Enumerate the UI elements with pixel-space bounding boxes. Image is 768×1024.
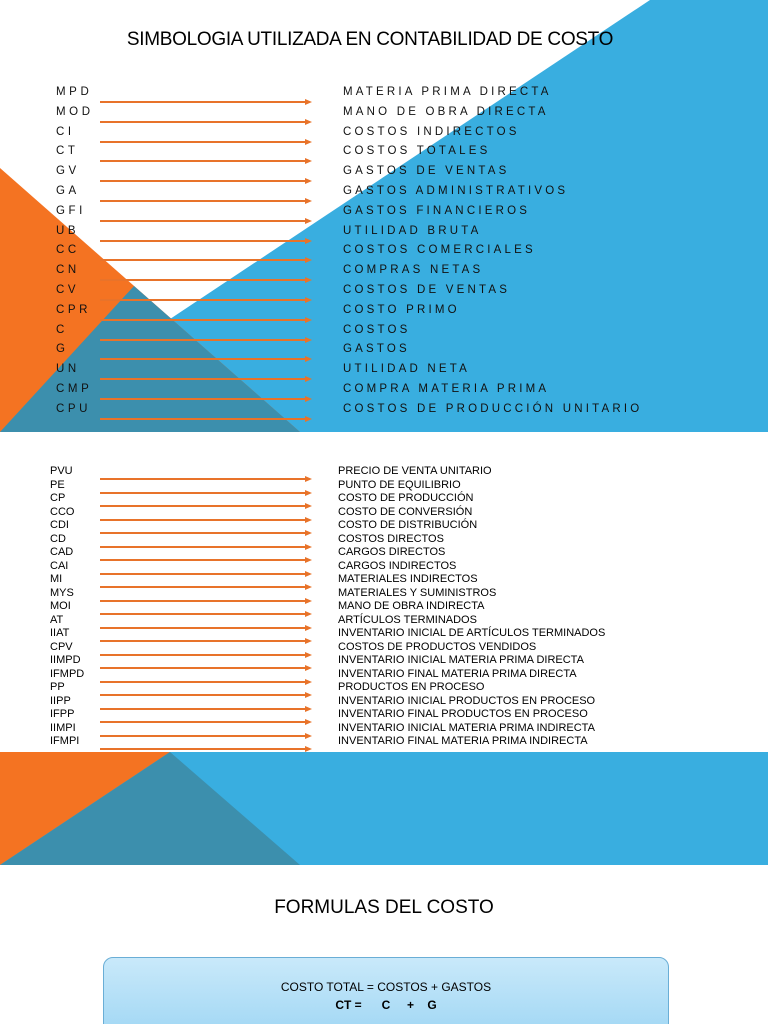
symbol-meaning: COMPRA MATERIA PRIMA — [343, 383, 550, 395]
arrow-right-icon — [100, 712, 312, 718]
symbol-row — [0, 695, 768, 709]
arrow-right-icon — [100, 523, 312, 529]
symbol-abbreviation: MYS — [50, 586, 74, 599]
symbol-abbreviation: IIPP — [50, 694, 71, 707]
symbol-row — [0, 614, 768, 628]
symbol-meaning: COSTOS TOTALES — [343, 145, 491, 158]
symbol-meaning: COSTO DE PRODUCCIÓN — [338, 492, 474, 504]
arrow-right-icon — [100, 550, 312, 556]
arrow-right-icon — [100, 289, 312, 293]
arrow-right-icon — [100, 249, 312, 253]
symbol-abbreviation: CAI — [50, 559, 69, 572]
arrow-right-icon — [100, 368, 312, 372]
symbol-row — [0, 142, 768, 160]
symbol-meaning: COSTOS DE VENTAS — [343, 284, 511, 296]
arrow-right-icon — [100, 618, 312, 624]
symbol-row — [0, 360, 768, 378]
arrow-right-icon — [100, 564, 312, 570]
slide-symbology-part-1 — [0, 0, 768, 432]
symbol-meaning: COSTOS DIRECTOS — [338, 532, 444, 545]
symbol-meaning: ARTÍCULOS TERMINADOS — [338, 613, 477, 626]
symbol-abbreviation: IFMPD — [50, 667, 85, 680]
symbol-meaning: MANO DE OBRA DIRECTA — [343, 105, 549, 118]
symbol-abbreviation: CPU — [56, 402, 92, 415]
symbol-row — [0, 587, 768, 601]
symbol-abbreviation: MOD — [56, 105, 94, 118]
symbol-abbreviation: CI — [56, 125, 75, 138]
symbol-meaning: GASTOS ADMINISTRATIVOS — [343, 185, 569, 197]
symbol-row — [0, 222, 768, 240]
symbol-abbreviation: CDI — [50, 519, 69, 531]
arrow-right-icon — [100, 408, 312, 412]
slide-formulas — [0, 865, 768, 1024]
symbol-row — [0, 533, 768, 547]
symbol-row — [0, 241, 768, 259]
symbol-abbreviation: IFPP — [50, 708, 75, 720]
symbol-abbreviation: CAD — [50, 546, 74, 558]
symbol-meaning: GASTOS DE VENTAS — [343, 165, 510, 178]
symbol-abbreviation: IIAT — [50, 627, 70, 639]
arrow-right-icon — [100, 591, 312, 597]
symbol-row — [0, 546, 768, 560]
arrow-right-icon — [100, 685, 312, 691]
symbol-row — [0, 261, 768, 279]
symbol-meaning: MATERIA PRIMA DIRECTA — [343, 86, 552, 98]
arrow-right-icon — [100, 658, 312, 664]
symbol-row — [0, 708, 768, 722]
symbol-meaning: PRECIO DE VENTA UNITARIO — [338, 465, 492, 477]
symbol-meaning: INVENTARIO FINAL MATERIA PRIMA INDIRECTA — [338, 735, 588, 747]
symbol-row — [0, 519, 768, 533]
arrow-right-icon — [100, 469, 312, 475]
arrow-right-icon — [100, 190, 312, 194]
symbol-row — [0, 465, 768, 479]
arrow-right-icon — [100, 483, 312, 489]
arrow-right-icon — [100, 496, 312, 502]
symbol-row — [0, 123, 768, 141]
arrow-right-icon — [100, 309, 312, 313]
symbol-meaning: CARGOS DIRECTOS — [338, 546, 446, 558]
arrow-right-icon — [100, 131, 312, 135]
symbol-meaning: COSTO PRIMO — [343, 303, 460, 316]
symbol-abbreviation: CN — [56, 264, 80, 277]
symbol-row — [0, 321, 768, 339]
symbol-abbreviation: PP — [50, 681, 65, 693]
symbol-meaning: COMPRAS NETAS — [343, 264, 484, 277]
symbol-meaning: COSTO DE DISTRIBUCIÓN — [338, 519, 478, 531]
arrow-right-icon — [100, 604, 312, 610]
symbol-abbreviation: GA — [56, 185, 80, 197]
symbol-meaning: INVENTARIO FINAL PRODUCTOS EN PROCESO — [338, 708, 588, 720]
symbol-meaning: COSTOS COMERCIALES — [343, 244, 536, 257]
symbol-row — [0, 340, 768, 358]
page-title: SIMBOLOGIA UTILIZADA EN CONTABILIDAD DE COSTO — [126, 29, 614, 50]
symbol-meaning: INVENTARIO INICIAL DE ARTÍCULOS TERMINADOS — [338, 627, 606, 639]
symbol-abbreviation: GFI — [56, 204, 86, 217]
symbol-abbreviation: GV — [56, 165, 80, 178]
symbol-row — [0, 202, 768, 220]
arrow-right-icon — [100, 726, 312, 732]
symbol-row — [0, 641, 768, 655]
symbol-meaning: MATERIALES INDIRECTOS — [338, 573, 478, 585]
arrow-right-icon — [100, 269, 312, 273]
formulas-title: FORMULAS DEL COSTO — [274, 897, 494, 918]
symbol-meaning: GASTOS FINANCIEROS — [343, 204, 531, 217]
symbol-row — [0, 722, 768, 736]
symbol-abbreviation: AT — [50, 613, 64, 626]
formula-text: COSTO TOTAL = COSTOS + GASTOS — [280, 980, 492, 994]
symbol-meaning: COSTOS — [343, 323, 411, 336]
arrow-right-icon — [100, 577, 312, 583]
symbol-row — [0, 560, 768, 574]
symbol-abbreviation: MI — [50, 573, 63, 585]
symbol-row — [0, 83, 768, 101]
symbol-row — [0, 627, 768, 641]
symbol-abbreviation: IFMPI — [50, 735, 80, 747]
symbol-row — [0, 492, 768, 506]
symbol-meaning: UTILIDAD NETA — [343, 363, 471, 376]
symbol-meaning: COSTOS DE PRODUCTOS VENDIDOS — [338, 640, 537, 653]
symbol-meaning: INVENTARIO INICIAL MATERIA PRIMA INDIRECTA — [338, 721, 595, 734]
symbol-abbreviation: MPD — [56, 86, 93, 98]
symbol-meaning: UTILIDAD BRUTA — [343, 224, 482, 237]
symbol-row — [0, 281, 768, 299]
symbol-row — [0, 479, 768, 493]
arrow-right-icon — [100, 91, 312, 95]
symbol-abbreviation: PVU — [50, 465, 73, 477]
symbol-row — [0, 380, 768, 398]
symbol-meaning: INVENTARIO FINAL MATERIA PRIMA DIRECTA — [338, 667, 577, 680]
formula-symbols: CT = C + G — [335, 998, 437, 1012]
symbol-abbreviation: IIMPD — [50, 654, 81, 666]
arrow-right-icon — [100, 537, 312, 543]
symbol-abbreviation: CD — [50, 532, 66, 545]
symbol-row — [0, 103, 768, 121]
symbol-abbreviation: PE — [50, 478, 65, 491]
symbol-abbreviation: UN — [56, 363, 80, 376]
symbol-abbreviation: CPR — [56, 303, 92, 316]
symbol-abbreviation: CV — [56, 284, 80, 296]
formula-box — [103, 957, 669, 1024]
symbol-meaning: MATERIALES Y SUMINISTROS — [338, 586, 497, 599]
symbol-row — [0, 301, 768, 319]
symbol-meaning: PUNTO DE EQUILIBRIO — [338, 478, 461, 491]
symbol-meaning: COSTOS DE PRODUCCIÓN UNITARIO — [343, 402, 643, 415]
arrow-right-icon — [100, 150, 312, 154]
arrow-right-icon — [100, 230, 312, 234]
symbol-abbreviation: CPV — [50, 640, 73, 653]
symbol-abbreviation: CP — [50, 492, 66, 504]
symbol-row — [0, 573, 768, 587]
arrow-right-icon — [100, 210, 312, 214]
symbol-meaning: PRODUCTOS EN PROCESO — [338, 681, 485, 693]
arrow-right-icon — [100, 388, 312, 392]
symbol-row — [0, 735, 768, 749]
symbol-abbreviation: CC — [56, 244, 80, 257]
symbol-meaning: MANO DE OBRA INDIRECTA — [338, 600, 485, 612]
symbol-row — [0, 182, 768, 200]
arrow-right-icon — [100, 348, 312, 352]
arrow-right-icon — [100, 699, 312, 705]
arrow-right-icon — [100, 672, 312, 678]
symbol-abbreviation: IIMPI — [50, 721, 76, 734]
symbol-abbreviation: CMP — [56, 383, 93, 395]
symbol-row — [0, 600, 768, 614]
symbol-abbreviation: CT — [56, 145, 79, 158]
arrow-right-icon — [100, 329, 312, 333]
symbol-row — [0, 654, 768, 668]
symbol-meaning: COSTOS INDIRECTOS — [343, 125, 520, 138]
arrow-right-icon — [100, 111, 312, 115]
symbol-abbreviation: G — [56, 343, 69, 356]
symbol-abbreviation: C — [56, 323, 68, 336]
symbol-meaning: GASTOS — [343, 343, 410, 356]
slide-symbology-part-2 — [0, 452, 768, 865]
arrow-right-icon — [100, 645, 312, 651]
symbol-row — [0, 400, 768, 418]
symbol-row — [0, 668, 768, 682]
symbol-meaning: INVENTARIO INICIAL PRODUCTOS EN PROCESO — [338, 694, 596, 707]
arrow-right-icon — [100, 510, 312, 516]
arrow-right-icon — [100, 170, 312, 174]
symbol-meaning: CARGOS INDIRECTOS — [338, 559, 457, 572]
symbol-abbreviation: CCO — [50, 505, 75, 518]
symbol-meaning: INVENTARIO INICIAL MATERIA PRIMA DIRECTA — [338, 654, 584, 666]
arrow-right-icon — [100, 631, 312, 637]
symbol-meaning: COSTO DE CONVERSIÓN — [338, 505, 473, 518]
symbol-abbreviation: MOI — [50, 600, 71, 612]
symbol-abbreviation: UB — [56, 224, 80, 237]
symbol-row — [0, 162, 768, 180]
symbol-row — [0, 506, 768, 520]
symbol-row — [0, 681, 768, 695]
arrow-right-icon — [100, 739, 312, 745]
